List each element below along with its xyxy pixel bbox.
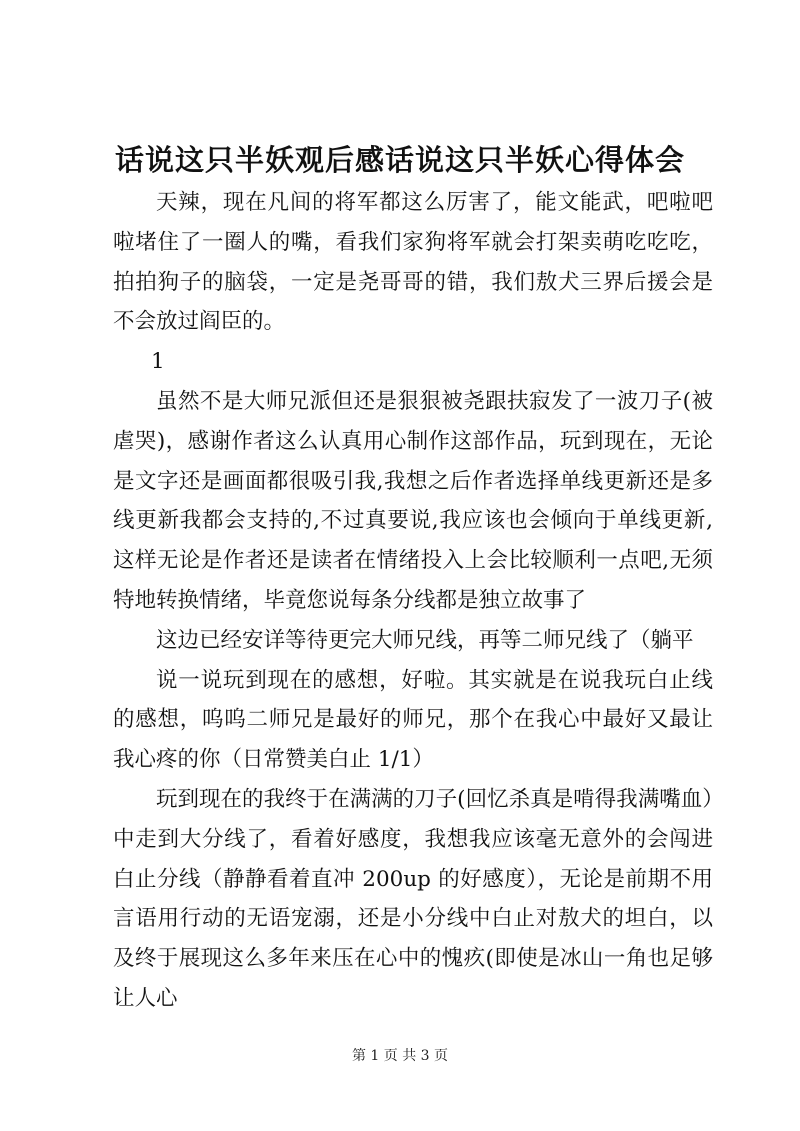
paragraph-5: 玩到现在的我终于在满满的刀子(回忆杀真是啃得我满嘴血）中走到大分线了，看着好感度，我想我应该毫无意外的会闯进白止分线（静静看着直冲 200up 的好感度），无论是前期不用言语用行动的无语宠溺，还是小分线中白止对敖犬的坦白，以及终于展现这么多年来压在心中的愧疚(即使是冰山一角也足够让人心 — [113, 786, 713, 1011]
paragraph-1: 天辣，现在凡间的将军都这么厉害了，能文能武，吧啦吧啦堵住了一圈人的嘴，看我们家狗将军就会打架卖萌吃吃吃，拍拍狗子的脑袋，一定是尧哥哥的错，我们敖犬三界后援会是不会放过阎臣的。 — [113, 190, 713, 335]
page-footer: 第 1 页 共 3 页 — [351, 1048, 449, 1064]
document-body — [113, 183, 713, 1019]
paragraph-2: 虽然不是大师兄派但还是狠狠被尧跟扶寂发了一波刀子(被虐哭)，感谢作者这么认真用心制作这部作品，玩到现在，无论是文字还是画面都很吸引我,我想之后作者选择单线更新还是多线更新我都会支持的,不过真要说,我应该也会倾向于单线更新,这样无论是作者还是读者在情绪投入上会比较顺利一点吧,无须特地转换情绪，毕竟您说每条分线都是独立故事了 — [113, 388, 713, 613]
document-title: 话说这只半妖观后感话说这只半妖心得体会 — [114, 143, 685, 177]
paragraph-3: 这边已经安详等待更完大师兄线，再等二师兄线了（躺平 — [156, 627, 694, 653]
paragraph-number: 1 — [151, 349, 165, 375]
paragraph-4: 说一说玩到现在的感想，好啦。其实就是在说我玩白止线的感想，呜呜二师兄是最好的师兄，那个在我心中最好又最让我心疼的你（日常赞美白止 1/1） — [113, 667, 713, 773]
